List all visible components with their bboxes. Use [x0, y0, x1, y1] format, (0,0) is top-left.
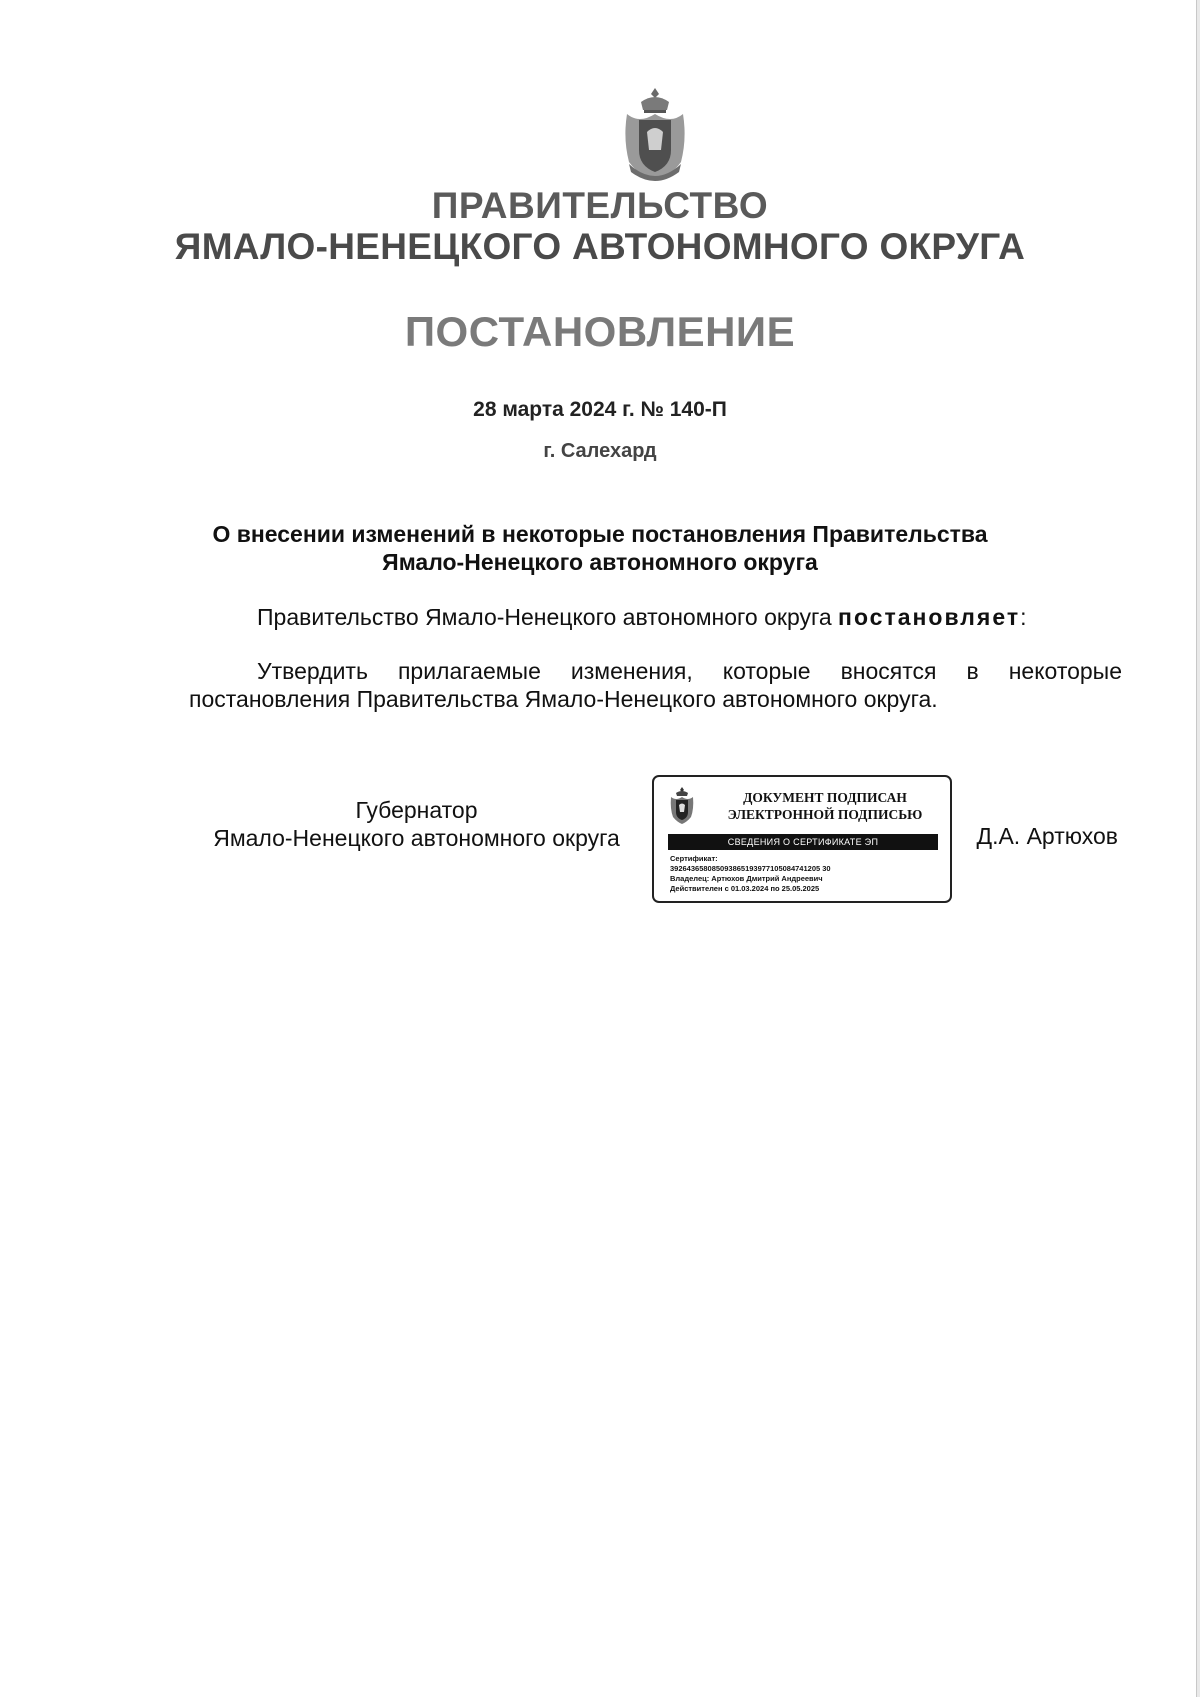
government-name-line1: ПРАВИТЕЛЬСТВО [431, 185, 769, 226]
signer-position-line2: Ямало-Ненецкого автономного округа [213, 825, 620, 851]
date-and-number: 28 марта 2024 г. № 140-П [473, 398, 727, 421]
stamp-coat-of-arms-icon [668, 785, 696, 825]
stamp-certificate-details [670, 854, 946, 894]
certificate-id: 392643658085093865193977105084741205 30 [670, 864, 831, 873]
document-subject [0, 520, 1200, 576]
resolution-paragraph [189, 603, 1122, 631]
resolution-text: Правительство Ямало-Ненецкого автономного округа [257, 604, 839, 630]
signer-name: Д.А. Артюхов [976, 823, 1118, 849]
electronic-signature-stamp [652, 775, 952, 903]
certificate-label: Сертификат: [670, 854, 718, 863]
resolution-colon: : [1020, 604, 1027, 630]
stamp-heading-line2: ЭЛЕКТРОННОЙ ПОДПИСЬЮ [727, 807, 923, 822]
city-name: г. Салехард [543, 440, 657, 462]
stamp-heading-line1: ДОКУМЕНТ ПОДПИСАН [743, 790, 907, 805]
document-type-title: ПОСТАНОВЛЕНИЕ [404, 308, 796, 355]
coat-of-arms-icon [619, 84, 691, 184]
approval-paragraph: Утвердить прилагаемые изменения, которые вносятся в некоторые постановления Правительства Ямало-Ненецкого автономного округа. [189, 658, 1122, 712]
signer-position-line1: Губернатор [355, 797, 478, 823]
certificate-owner: Владелец: Артюхов Дмитрий Андреевич [670, 874, 823, 883]
certificate-validity: Действителен с 01.03.2024 по 25.05.2025 [670, 884, 820, 893]
stamp-heading [704, 789, 946, 823]
subject-line2: Ямало-Ненецкого автономного округа [382, 549, 818, 575]
subject-line1: О внесении изменений в некоторые постановления Правительства [212, 521, 988, 547]
government-name-line2: ЯМАЛО-НЕНЕЦКОГО АВТОНОМНОГО ОКРУГА [174, 226, 1026, 267]
signer-position [189, 796, 644, 852]
stamp-certificate-bar: СВЕДЕНИЯ О СЕРТИФИКАТЕ ЭП [668, 834, 938, 850]
resolution-keyword: постановляет [838, 604, 1021, 630]
